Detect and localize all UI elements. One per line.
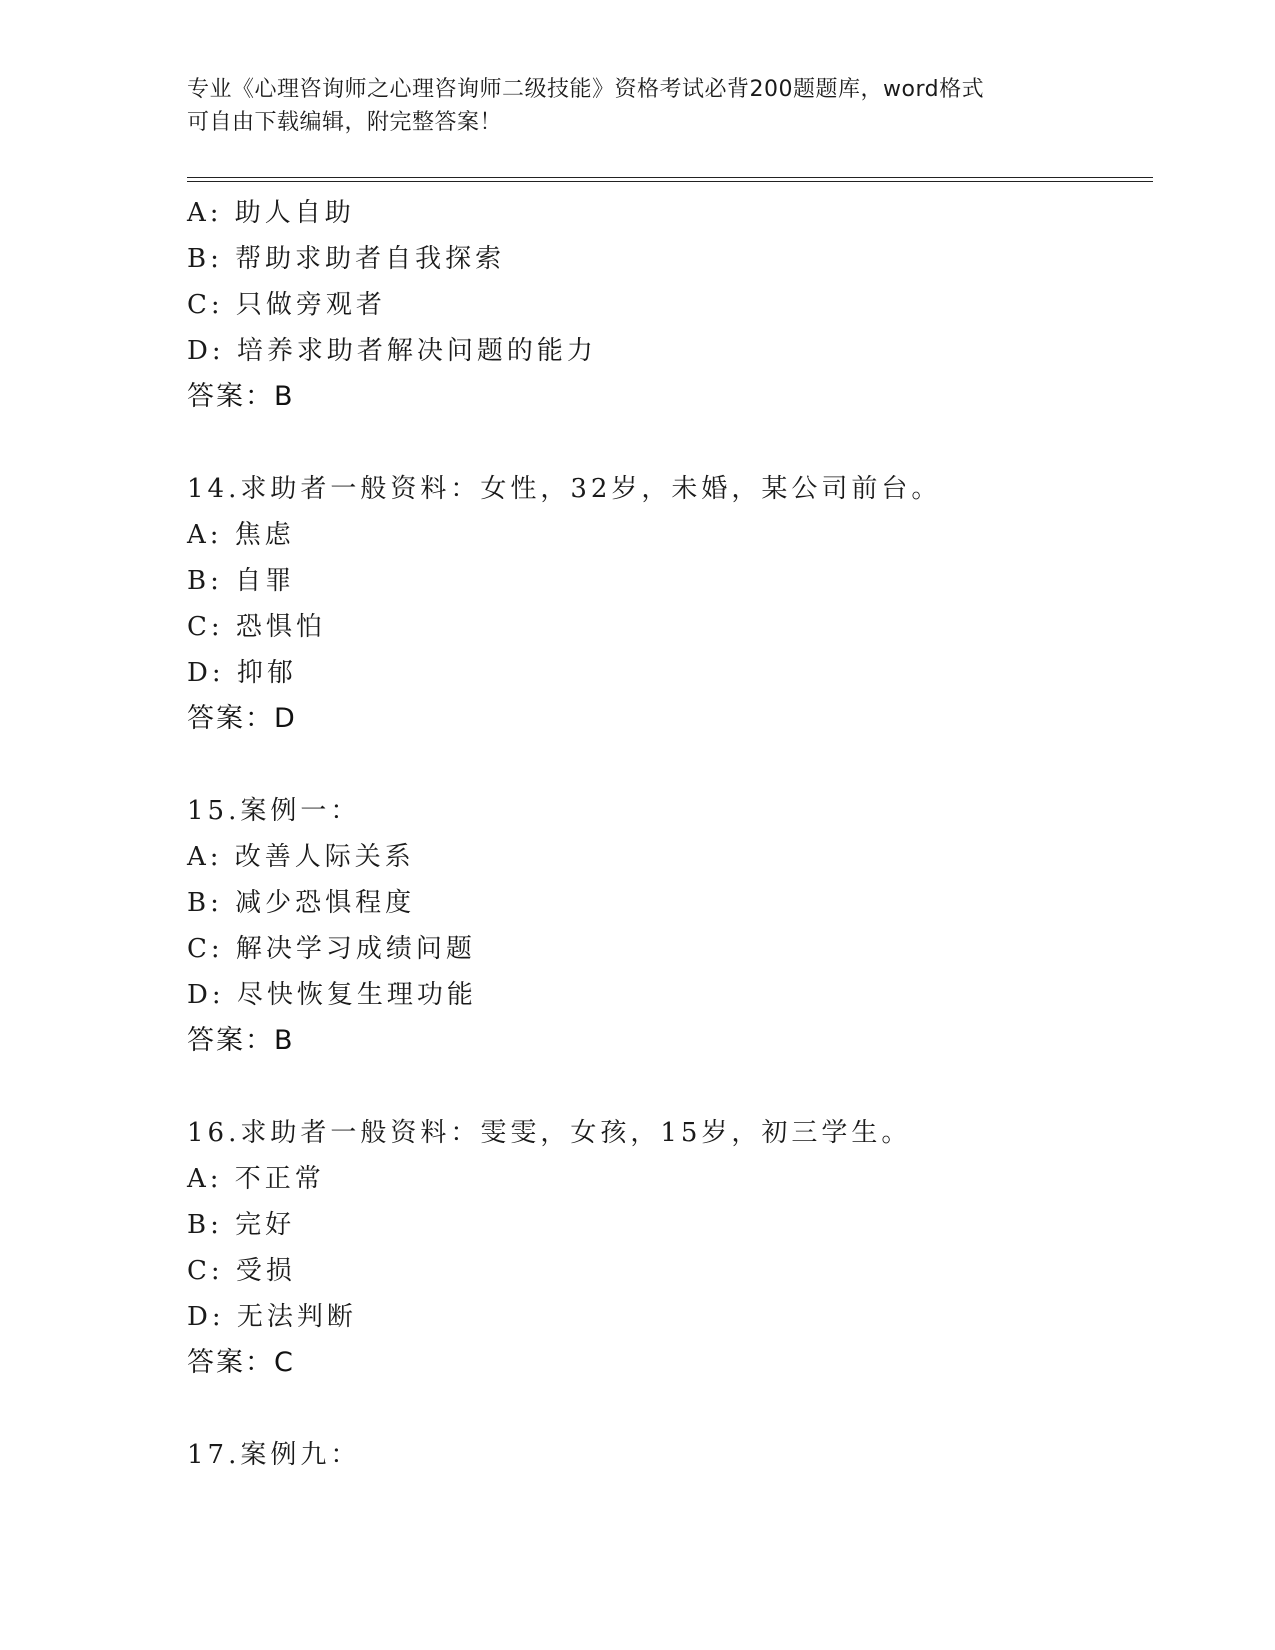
header-line-1: 专业《心理咨询师之心理咨询师二级技能》资格考试必背200题题库，word格式 <box>187 77 985 102</box>
option-c: C: 恐惧怕 <box>187 612 326 642</box>
option-a: A: 不正常 <box>187 1164 325 1194</box>
spacer <box>187 1064 1147 1110</box>
option-a: A: 焦虑 <box>187 520 295 550</box>
spacer <box>187 742 1147 788</box>
option-b: B: 自罪 <box>187 566 296 596</box>
option-d: D: 尽快恢复生理功能 <box>187 980 477 1010</box>
header-divider-bottom <box>187 181 1153 182</box>
option-b: B: 减少恐惧程度 <box>187 888 416 918</box>
header-divider-top <box>187 177 1153 178</box>
option-c: C: 只做旁观者 <box>187 290 386 320</box>
option-a: A: 改善人际关系 <box>187 842 415 872</box>
option-c: C: 受损 <box>187 1256 296 1286</box>
document-header <box>187 73 1087 139</box>
spacer <box>187 1386 1147 1432</box>
option-a: A: 助人自助 <box>187 198 355 228</box>
question-text: 17.案例九： <box>187 1440 361 1470</box>
option-d: D: 培养求助者解决问题的能力 <box>187 336 597 366</box>
answer-text: 答案：B <box>187 1025 295 1056</box>
question-text: 15.案例一： <box>187 796 361 826</box>
answer-text: 答案：C <box>187 1347 295 1378</box>
header-line-2: 可自由下载编辑，附完整答案！ <box>187 110 503 135</box>
option-b: B: 帮助求助者自我探索 <box>187 244 506 274</box>
question-list <box>187 190 1147 1478</box>
question-text: 14.求助者一般资料：女性，32岁，未婚，某公司前台。 <box>187 474 942 504</box>
answer-text: 答案：B <box>187 381 295 412</box>
option-d: D: 抑郁 <box>187 658 297 688</box>
answer-text: 答案：D <box>187 703 297 734</box>
question-text: 16.求助者一般资料：雯雯，女孩，15岁，初三学生。 <box>187 1118 912 1148</box>
option-b: B: 完好 <box>187 1210 296 1240</box>
option-d: D: 无法判断 <box>187 1302 357 1332</box>
spacer <box>187 420 1147 466</box>
option-c: C: 解决学习成绩问题 <box>187 934 476 964</box>
